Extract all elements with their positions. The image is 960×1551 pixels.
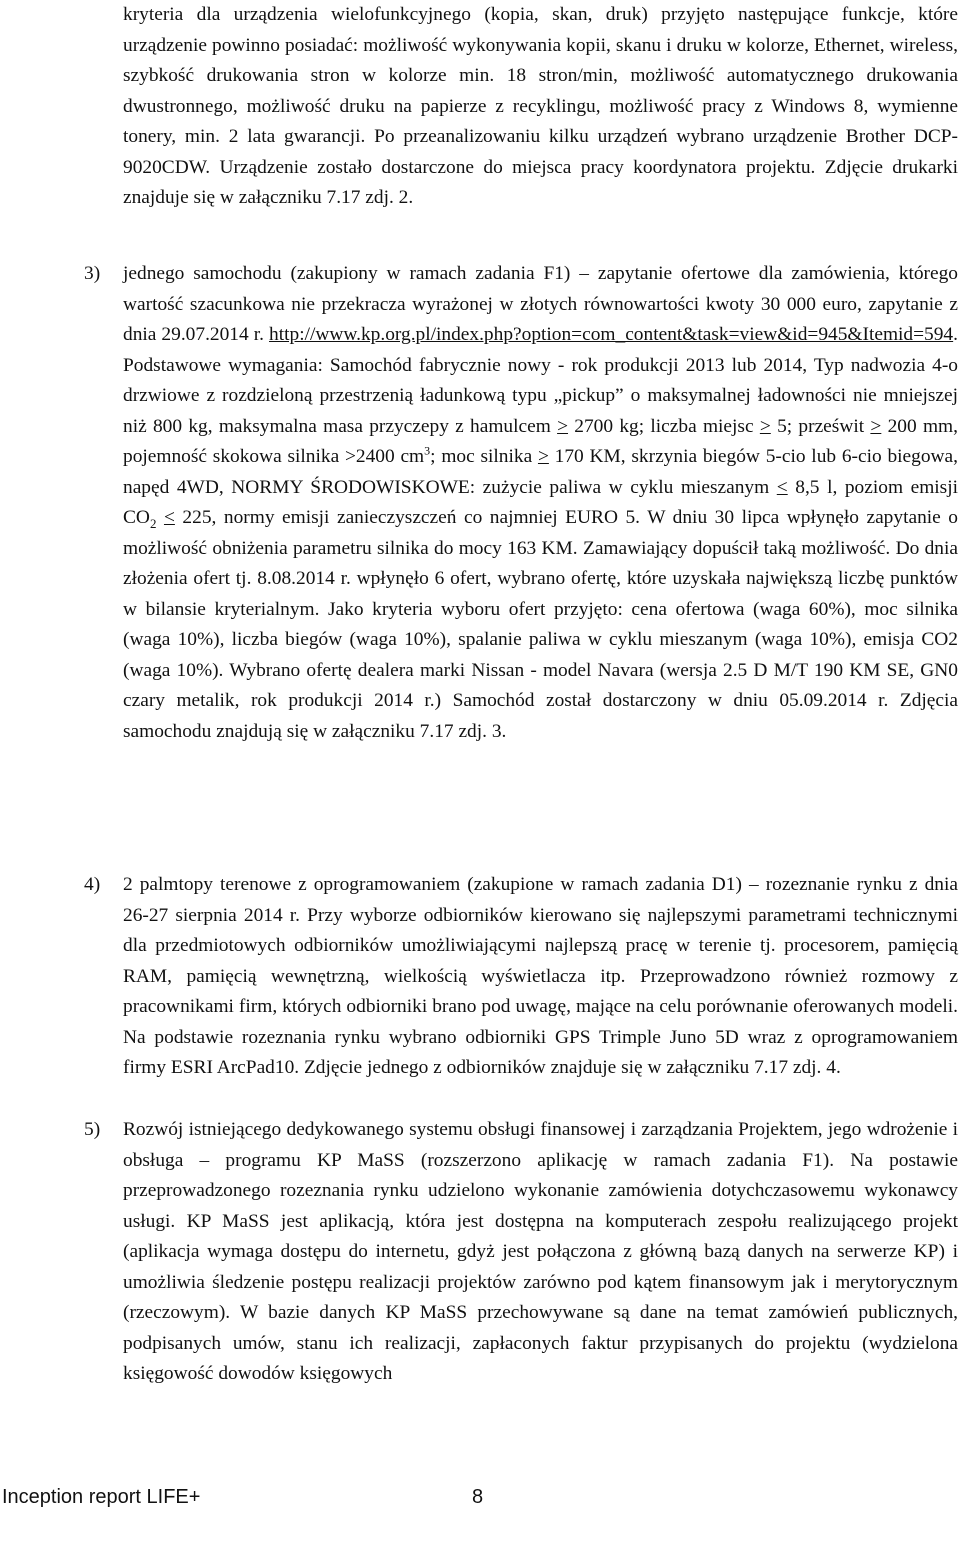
list-item-text: 2 palmtopy terenowe z oprogramowaniem (zakupione w ramach zadania D1) – rozeznanie rynku z dnia 26-27 sierpnia 2014 r. Przy wyborze odbiorników kierowano się najlepszymi parametrami technicznymi dla przedmiotowych odbiorników umożliwiającymi najlepszą pracę w terenie tj. procesorem, pamięcią RAM, pamięcią wewnętrzną, wielkością wyświetlacza itp. Przeprowadzono również rozmowy z pracownikami firm, których odbiorniki brano pod uwagę, mające na celu porównanie oferowanych modeli. Na podstawie rozeznania rynku wybrano odbiorniki GPS Trimple Juno 5D wraz z oprogramowaniem firmy ESRI ArcPad10. Zdjęcie jednego z odbiorników znajduje się w załączniku 7.17 zdj. 4.: [123, 874, 958, 1078]
list-item-5: [84, 1115, 958, 1390]
ge-symbol: >: [537, 446, 549, 467]
list-item-3: [84, 259, 958, 747]
superscript: 3: [424, 443, 431, 458]
list-number: 4): [84, 874, 101, 895]
list-item-4: [84, 870, 958, 1084]
list-item-text: jednego samochodu (zakupiony w ramach zadania F1) – zapytanie ofertowe dla zamówienia, którego wartość szacunkowa nie przekracza wyrażonej w złotych równowartości kwoty 30 000 euro, zapytanie z dnia 29.07.2014 r. http://www.kp.org.pl/index.php?option=com_content&task=view&id=945&Itemid=594. Podstawowe wymagania: Samochód fabrycznie nowy - rok produkcji 2013 lub 2014, Typ nadwozia 4-o drzwiowe z rozdzieloną przestrzenią ładunkową typu „pickup” o maksymalnej ładowności nie mniejszej niż 800 kg, maksymalna masa przyczepy z hamulcem > 2700 kg; liczba miejsc > 5; prześwit > 200 mm, pojemność skokowa silnika >2400 $cm^3$; moc silnika > 170 KM, skrzynia biegów 5-cio lub 6-cio biegowa, napęd 4WD, NORMY ŚRODOWISKOWE: zużycie paliwa w cyklu mieszanym < 8,5 l, poziom emisji $CO_2 < 225$, normy emisji zanieczyszczeń co najmniej EURO 5. W dniu 30 lipca wpłynęło zapytanie o możliwość obniżenia parametru silnika do mocy 163 KM. Zamawiający dopuścił taką możliwość. Do dnia złożenia ofert tj. 8.08.2014 r. wpłynęło 6 ofert, wybrano ofertę, które uzyskała największą liczbę punktów w bilansie kryterialnym. Jako kryteria wyboru ofert przyjęto: cena ofertowa (waga 60%), moc silnika (waga 10%), liczba biegów (waga 10%), spalanie paliwa w cyklu mieszanym (waga 10%), emisja CO2 (waga 10%). Wybrano ofertę dealera marki Nissan - model Navara (wersja 2.5 D M/T 190 KM SE, GN0 czary metalik, rok produkcji 2014 r.) Samochód został dostarczony w dniu 05.09.2014 r. Zdjęcia samochodu znajdują się w załączniku 7.17 zdj. 3.: [123, 263, 959, 742]
le-symbol: <: [163, 507, 175, 528]
list-number: 3): [84, 263, 101, 284]
continuation-paragraph: kryteria dla urządzenia wielofunkcyjnego (kopia, skan, druk) przyjęto następujące funkcje, które urządzenie powinno posiadać: możliwość wykonywania kopii, skanu i druku w kolorze, Ethernet, wireless, szybkość drukowania stron w kolorze min. 18 stron/min, możliwość automatycznego drukowania dwustronnego, możliwość druku na papierze z recyklingu, możliwość pracy z Windows 8, wymienne tonery, min. 2 lata gwarancji. Po przeanalizowaniu kilku urządzeń wybrano urządzenie Brother DCP-9020CDW. Urządzenie zostało dostarczone do miejsca pracy koordynatora projektu. Zdjęcie drukarki znajduje się w załączniku 7.17 zdj. 2.: [123, 4, 958, 208]
le-symbol: <: [776, 476, 788, 498]
footer-title: Inception report LIFE+: [2, 1486, 201, 1508]
list-item-text: Rozwój istniejącego dedykowanego systemu obsługi finansowej i zarządzania Projektem, jego wdrożenie i obsługa – programu KP MaSS (rozszerzono aplikację w ramach zadania F1). Na postawie przeprowadzonego rozeznania rynku udzielono wykonanie zamówienia dotychczasowemu wykonawcy usługi. KP MaSS jest aplikacją, która jest dostępna na komputerach zespołu realizującego projekt (aplikacja wymaga dostępu do internetu, gdyż jest połączona z główną bazą danych na serwerze KP) i umożliwia śledzenie postępu realizacji projektów zarówno pod kątem finansowym jak i merytorycznym (rzeczowym). W bazie danych KP MaSS przechowywane są dane na temat zamówień publicznych, podpisanych umów, stanu ich realizacji, zapłaconych faktur przypisanych do projektu (wydzielona księgowość dowodów księgowych: [123, 1119, 958, 1384]
subscript: 2: [149, 515, 157, 531]
ge-symbol: >: [759, 415, 771, 437]
ge-symbol: >: [870, 415, 882, 437]
list-number: 5): [84, 1119, 101, 1140]
page-number: 8: [472, 1486, 484, 1508]
offer-link[interactable]: http://www.kp.org.pl/index.php?option=com_content&task=view&id=945&Itemid=594: [269, 324, 954, 345]
ge-symbol: >: [557, 415, 569, 437]
